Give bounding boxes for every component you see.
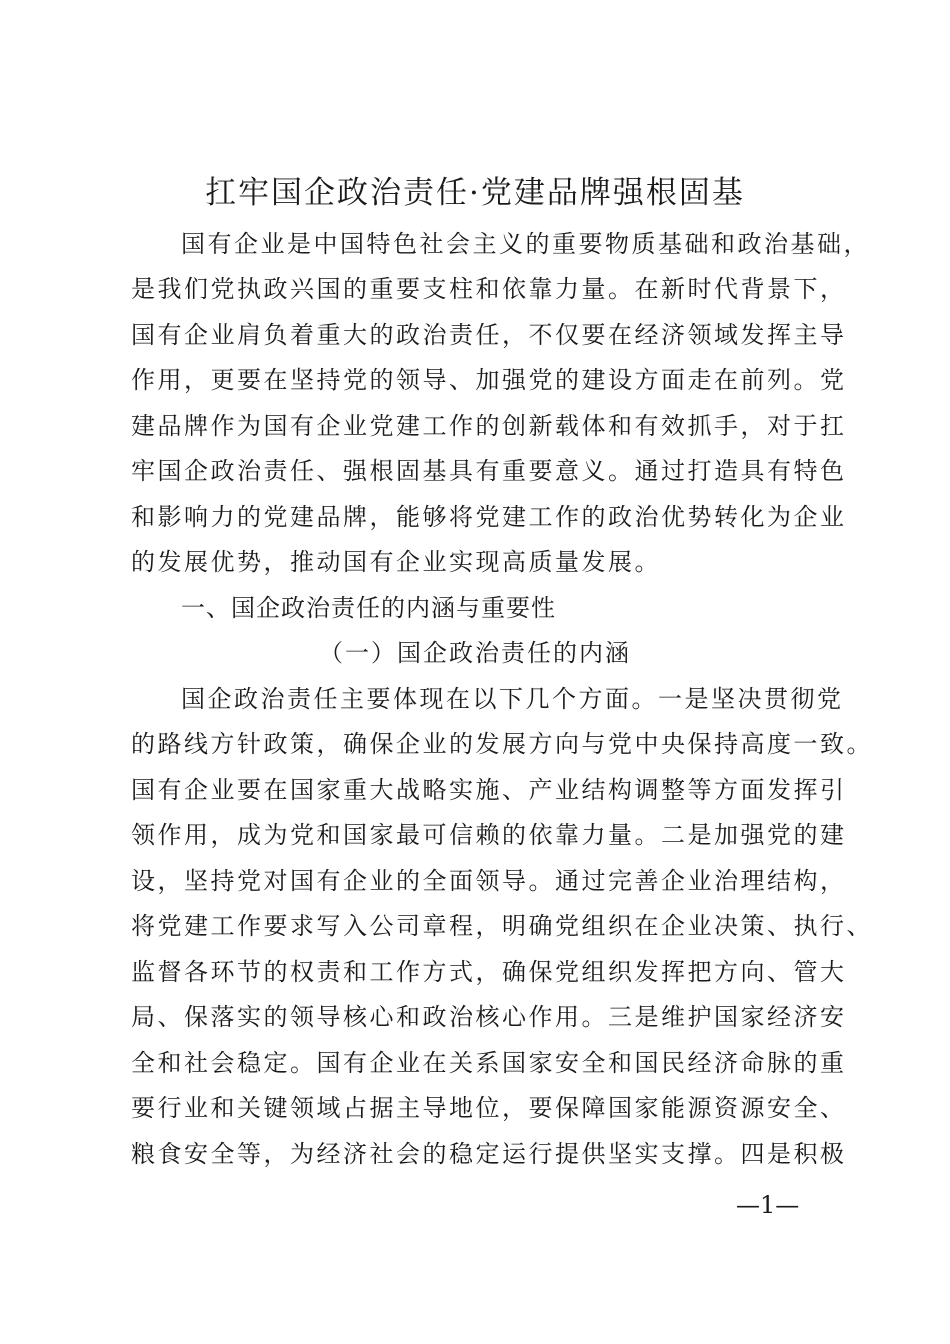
intro-line: 和影响力的党建品牌，能够将党建工作的政治优势转化为企业 (131, 503, 847, 531)
body-line: 要行业和关键领域占据主导地位，要保障国家能源资源安全、 (131, 1094, 847, 1122)
body-line: 粮食安全等，为经济社会的稳定运行提供坚实支撑。四是积极 (131, 1140, 847, 1168)
body-line: 领作用，成为党和国家最可信赖的依靠力量。二是加强党的建 (131, 821, 847, 849)
intro-line: 的发展优势，推动国有企业实现高质量发展。 (131, 548, 661, 576)
intro-line: 是我们党执政兴国的重要支柱和依靠力量。在新时代背景下， (131, 275, 847, 303)
subsection-heading: （一）国企政治责任的内涵 (319, 639, 631, 667)
intro-line: 牢国企政治责任、强根固基具有重要意义。通过打造具有特色 (131, 457, 847, 485)
body-line: 国企政治责任主要体现在以下几个方面。一是坚决贯彻党 (181, 685, 844, 713)
intro-line: 国有企业肩负着重大的政治责任，不仅要在经济领域发挥主导 (131, 321, 847, 349)
body-line: 将党建工作要求写入公司章程，明确党组织在企业决策、执行、 (131, 912, 873, 940)
intro-line: 国有企业是中国特色社会主义的重要物质基础和政治基础， (181, 230, 870, 258)
body-line: 全和社会稳定。国有企业在关系国家安全和国民经济命脉的重 (131, 1049, 847, 1077)
body-line: 监督各环节的权责和工作方式，确保党组织发挥把方向、管大 (131, 958, 847, 986)
page-number: —1— (736, 1191, 800, 1219)
body-line: 设，坚持党对国有企业的全面领导。通过完善企业治理结构， (131, 867, 847, 895)
body-line: 局、保落实的领导核心和政治核心作用。三是维护国家经济安 (131, 1003, 847, 1031)
body-line: 的路线方针政策，确保企业的发展方向与党中央保持高度一致。 (131, 730, 873, 758)
body-line: 国有企业要在国家重大战略实施、产业结构调整等方面发挥引 (131, 776, 847, 804)
intro-line: 建品牌作为国有企业党建工作的创新载体和有效抓手，对于扛 (131, 412, 847, 440)
section-heading: 一、国企政治责任的内涵与重要性 (181, 594, 556, 622)
document-title: 扛牢国企政治责任·党建品牌强根固基 (205, 175, 745, 211)
intro-line: 作用，更要在坚持党的领导、加强党的建设方面走在前列。党 (131, 366, 847, 394)
